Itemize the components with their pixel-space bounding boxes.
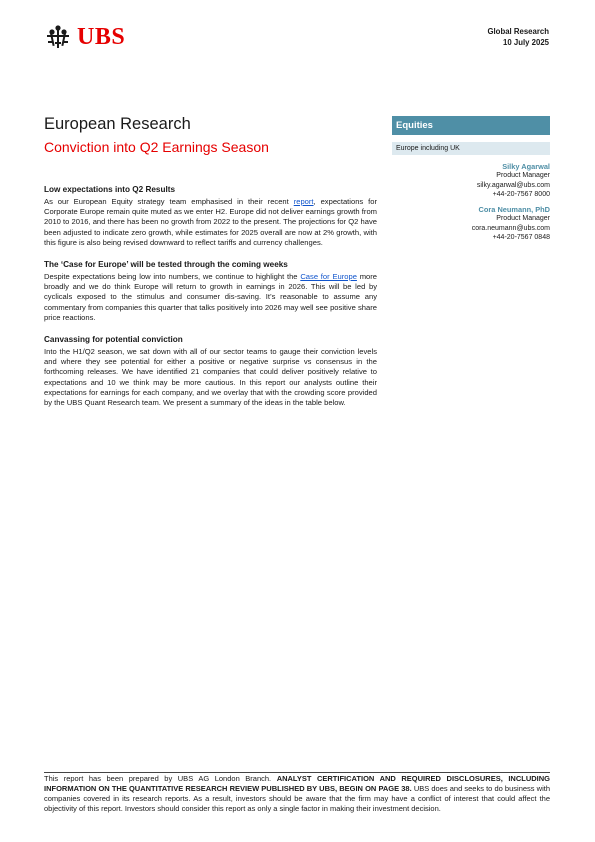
paragraph-text: Into the H1/Q2 season, we sat down with all of our sector teams to gauge their conviction levels and where they see potential for either a positive or negative surprise vs consensus in the forthcoming releases. We have identified 21 companies that could deliver positively relative to expectations and 10 we think may be more cautious. In this report our analysts outline their expectations for earnings for each company, and we overlay that with the crowding score provided by the UBS Quant Research team. We present a summary of the ideas in the table below. (44, 347, 377, 408)
paragraph-text: , expectations for Corporate Europe remain quite muted as we enter H2. Europe did not deliver earnings growth from 2010 to 2016, and there has been no growth from 2022 to the present. The projections for Q2 have been adjusted to indicate zero growth, while estimates for 2025 overall are now at 2% growth, with this figure is also being revised downward to reflect tariffs and currency challenges. (44, 197, 377, 247)
section-paragraph (44, 197, 377, 248)
analyst-card (477, 162, 550, 200)
section-heading: Low expectations into Q2 Results (44, 185, 176, 194)
analyst-role: Product Manager (496, 215, 550, 223)
section-paragraph (44, 347, 377, 408)
page-title: European Research (44, 115, 191, 133)
footer-bold: ANALYST CERTIFICATION AND REQUIRED DISCLOSURES, INCLUDING INFORMATION ON THE QUANTITATIVE RESEARCH REVIEW PUBLISHED BY UBS, BEGIN ON PAGE 38. (44, 774, 550, 793)
section-paragraph (44, 272, 377, 323)
page-subtitle: Conviction into Q2 Earnings Season (44, 139, 269, 155)
footer-lead: This report has been prepared by UBS AG London Branch. (44, 774, 277, 783)
analyst-phone: +44-20-7567 0848 (492, 234, 550, 242)
paragraph-text: more broadly and we do think Europe will return to growth in earnings in 2026. This will be led by cyclicals exposed to the stimulus and consumer dis-saving. It’s reasonable to assume any commentary from companies this quarter that talks positively into 2026 may well see positive share price reactions. (44, 272, 378, 322)
analyst-card (472, 205, 550, 243)
analyst-phone: +44-20-7567 8000 (492, 191, 550, 199)
paragraph-text: As our European Equity strategy team emphasised in their recent (44, 197, 294, 206)
department-label: Global Research (487, 27, 549, 36)
section (44, 259, 377, 323)
footer-divider (44, 772, 550, 773)
ubs-logo-text: UBS (77, 24, 126, 50)
section-heading: The ‘Case for Europe’ will be tested through the coming weeks (44, 260, 288, 270)
report-date: 10 July 2025 (503, 37, 549, 47)
sector-banner: Equities (392, 116, 550, 135)
ubs-logo (44, 24, 125, 50)
case-for-europe-link[interactable]: Case for Europe (300, 272, 357, 282)
ubs-keys-icon (44, 24, 72, 50)
analyst-email[interactable]: cora.neumann@ubs.com (471, 224, 550, 232)
section (44, 184, 377, 248)
report-meta (487, 27, 549, 48)
report-body (44, 184, 377, 419)
analyst-email[interactable]: silky.agarwal@ubs.com (476, 181, 550, 189)
section-heading: Canvassing for potential conviction (44, 335, 183, 345)
analyst-name: Silky Agarwal (502, 162, 550, 171)
analyst-role: Product Manager (496, 172, 550, 180)
footer-rest: UBS does and seeks to do business with companies covered in its research reports. As a result, investors should be aware that the firm may have a conflict of interest that could affect the objectivity of this report. Investors should consider this report as only a single factor in making their investment decision. (44, 784, 550, 813)
region-banner: Europe including UK (392, 142, 550, 155)
section (44, 334, 377, 408)
disclosure-footer (44, 774, 550, 814)
report-link[interactable]: report (293, 197, 314, 206)
analyst-name: Cora Neumann, PhD (478, 205, 550, 214)
paragraph-text: Despite expectations being low into numbers, we continue to highlight the (44, 272, 301, 282)
